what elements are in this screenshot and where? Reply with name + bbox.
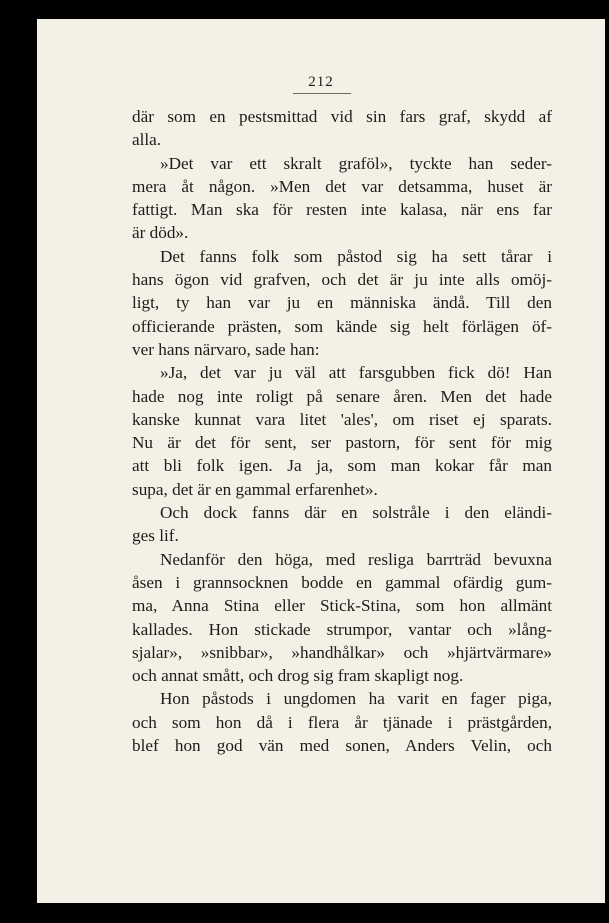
text-line: mera åt någon. »Men det var detsamma, huset är — [132, 176, 552, 196]
text-line: hans ögon vid grafven, och det är ju inte alls omöj- — [132, 270, 552, 290]
text-line: är död». — [132, 223, 189, 243]
paragraph — [132, 687, 552, 757]
text-line: åsen i grannsocknen bodde en gammal ofärdig gum- — [132, 572, 552, 592]
text-line: där som en pestsmittad vid sin fars graf, skydd af — [132, 107, 552, 126]
text-line: Det fanns folk som påstod sig ha sett tårar i — [160, 246, 552, 266]
text-line: att bli folk igen. Ja ja, som man kokar får man — [132, 456, 552, 476]
body-text — [132, 105, 552, 757]
text-line: Nu är det för sent, ser pastorn, för sent för mig — [132, 433, 552, 453]
text-line: hade nog inte roligt på senare åren. Men det hade — [132, 386, 552, 406]
text-line: Nedanför den höga, med resliga barrträd bevuxna — [160, 549, 552, 569]
text-line: supa, det är en gammal erfarenhet». — [132, 479, 378, 499]
text-line: Hon påstods i ungdomen ha varit en fager piga, — [160, 689, 552, 709]
text-line: »Det var ett skralt graföl», tyckte han seder- — [160, 153, 552, 173]
book-page — [37, 19, 605, 903]
paragraph — [132, 105, 552, 152]
text-line: och som hon då i flera år tjänade i prästgården, — [132, 712, 552, 732]
paragraph — [132, 548, 552, 688]
text-line: och annat smått, och drog sig fram skapligt nog. — [132, 666, 464, 686]
text-line: blef hon god vän med sonen, Anders Velin, och — [132, 736, 552, 756]
text-line: kallades. Hon stickade strumpor, vantar och »lång- — [132, 619, 552, 639]
text-line: ma, Anna Stina eller Stick-Stina, som hon allmänt — [132, 596, 552, 616]
text-line: fattigt. Man ska för resten inte kalasa, när ens far — [132, 200, 552, 220]
page-number: 212 — [308, 74, 334, 90]
text-line: Och dock fanns där en solstråle i den eländi- — [160, 503, 552, 523]
paragraph — [132, 245, 552, 361]
text-line: ges lif. — [132, 526, 179, 546]
text-line: kanske kunnat vara litet 'ales', om riset ej sparats. — [132, 409, 552, 429]
text-line: ver hans närvaro, sade han: — [132, 339, 320, 359]
text-line: sjalar», »snibbar», »handhålkar» och »hjärtvärmare» — [132, 642, 552, 662]
paragraph — [132, 361, 552, 501]
text-line: »Ja, det var ju väl att farsgubben fick dö! Han — [160, 363, 552, 383]
text-line: ligt, ty han var ju en människa ändå. Till den — [132, 293, 552, 313]
text-line: alla. — [132, 130, 162, 150]
paragraph — [132, 501, 552, 548]
page-number-rule — [293, 93, 351, 94]
paragraph — [132, 152, 552, 245]
text-line: officierande prästen, som kände sig helt förlägen öf- — [132, 316, 552, 336]
